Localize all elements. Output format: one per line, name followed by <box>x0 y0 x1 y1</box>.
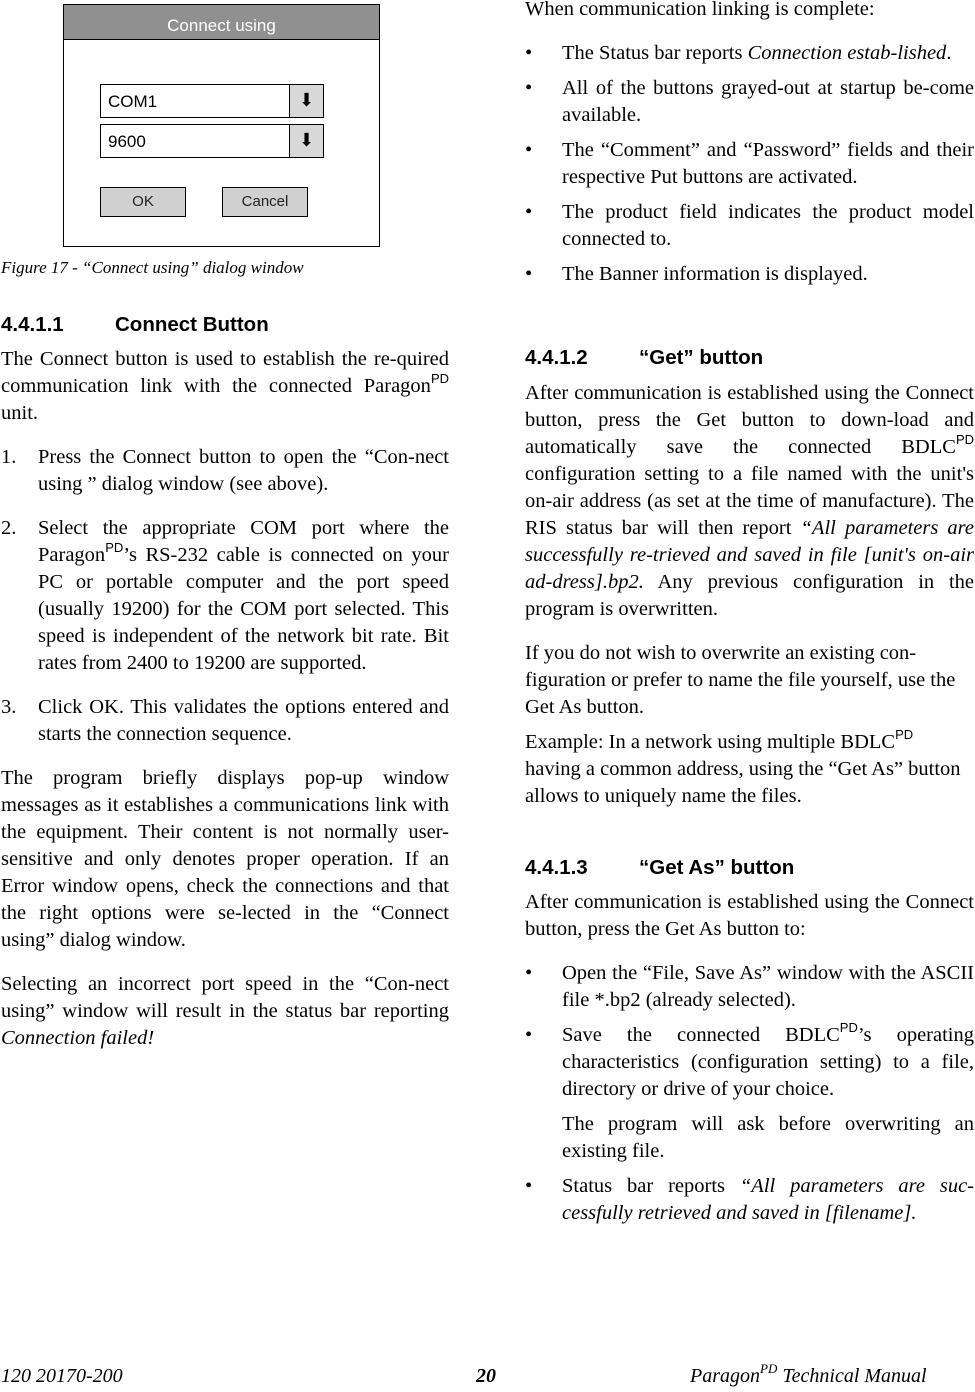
list-item: • The Banner information is displayed. <box>525 261 974 288</box>
section-title: “Get” button <box>639 346 764 369</box>
paragraph: If you do not wish to overwrite an existing con-figuration or prefer to name the file yourself, use the Get As button. <box>525 642 956 718</box>
bullet: • <box>525 1024 533 1046</box>
com-port-select[interactable] <box>100 84 324 118</box>
cancel-button[interactable]: Cancel <box>222 187 308 217</box>
paragraph: When communication linking is complete: <box>525 0 875 20</box>
bullet: • <box>525 1175 533 1197</box>
ok-button[interactable]: OK <box>100 187 186 217</box>
list-item: • All of the buttons grayed-out at startup be-come available. <box>525 77 974 126</box>
bullet: • <box>525 77 533 99</box>
note: The program will ask before overwriting an existing file. <box>562 1113 974 1162</box>
list-item: • The product field indicates the product model connected to. <box>525 201 974 250</box>
section-number: 4.4.1.1 <box>1 313 64 336</box>
paragraph: After communication is established using the Connect button, press the Get button to down-load and automatically save the connected $BDLC^{PD}$ configuration setting to a file named with the unit's on-air address (as set at the time of manufacture). The RIS status bar will then report “All parameters are successfully re-trieved and saved in file [unit's on-air ad-dress].bp2. Any previous configuration in the program is overwritten. <box>525 382 974 620</box>
bullet: • <box>525 42 533 64</box>
bullet: • <box>525 201 533 223</box>
section-title: Connect Button <box>115 313 269 336</box>
list-item: • The “Comment” and “Password” fields and their respective Put buttons are activated. <box>525 139 974 188</box>
dialog-title: Connect using <box>64 5 379 40</box>
list-item: • The Status bar reports Connection estab-lished. <box>525 40 974 67</box>
bullet: • <box>525 962 533 984</box>
dropdown-arrow-icon[interactable]: ⬇ <box>289 125 323 157</box>
paragraph: The Connect button is used to establish the re-quired communication link with the connected Paragon$^{PD}$ unit. <box>1 348 449 424</box>
dropdown-arrow-icon[interactable]: ⬇ <box>289 85 323 117</box>
port-speed-select[interactable] <box>100 124 324 158</box>
paragraph: Example: In a network using multiple $BDLC^{PD}$ having a common address, using the “Get As” button allows to uniquely name the files. <box>525 727 961 807</box>
footer-doc-number: 120 20170-200 <box>1 1365 123 1387</box>
section-title: “Get As” button <box>639 856 795 879</box>
paragraph: After communication is established using the Connect button, press the Get As button to: <box>525 891 974 940</box>
com-port-value: COM1 <box>108 92 158 111</box>
list-item: 1. Press the Connect button to open the “Con-nect using ” dialog window (see above). <box>1 446 449 495</box>
left-column <box>1 346 449 1052</box>
right-column-get <box>525 380 974 810</box>
section-heading-get <box>525 344 763 371</box>
list-item: 2. Select the appropriate COM port where the Paragon$^{PD}$’s RS-232 cable is connected on your PC or portable computer and the port speed (usually 19200) for the COM port selected. This speed is independent of the network bit rate. Bit rates from 2400 to 19200 are supported. <box>1 517 449 674</box>
section-number: 4.4.1.2 <box>525 346 588 369</box>
bullet: • <box>525 263 533 285</box>
section-heading-connect <box>1 311 269 338</box>
bullet: • <box>525 139 533 161</box>
list-item: 3. Click OK. This validates the options entered and starts the connection sequence. <box>1 696 449 745</box>
right-column-get-as <box>525 889 974 1227</box>
figure-caption: Figure 17 - “Connect using” dialog window <box>1 258 304 277</box>
paragraph: The program briefly displays pop-up window messages as it establishes a communications link with the equipment. Their content is not normally user-sensitive and only denotes proper operation. If an Error window opens, check the connections and that the right options were se-lected in the “Connect using” dialog window. <box>1 767 449 951</box>
paragraph: Selecting an incorrect port speed in the “Con-nect using” window will result in the status bar reporting Connection failed! <box>1 973 449 1049</box>
connect-using-dialog <box>63 4 380 247</box>
port-speed-value: 9600 <box>108 132 146 151</box>
list-item: • Status bar reports “All parameters are suc-cessfully retrieved and saved in [filename]. <box>525 1175 974 1224</box>
section-heading-get-as <box>525 854 794 881</box>
section-number: 4.4.1.3 <box>525 856 588 879</box>
list-item: • Open the “File, Save As” window with the ASCII file *.bp2 (already selected). <box>525 962 974 1011</box>
footer-page-number: 20 <box>476 1365 496 1387</box>
footer-manual-title: Paragon$^{PD}$ Technical Manual <box>690 1361 927 1387</box>
right-column-top <box>525 0 974 288</box>
list-item: • Save the connected $BDLC^{PD}’s$ operating characteristics (configuration setting) to a file, directory or drive of your choice. The program will ask before overwriting an existing file. <box>525 1022 974 1165</box>
